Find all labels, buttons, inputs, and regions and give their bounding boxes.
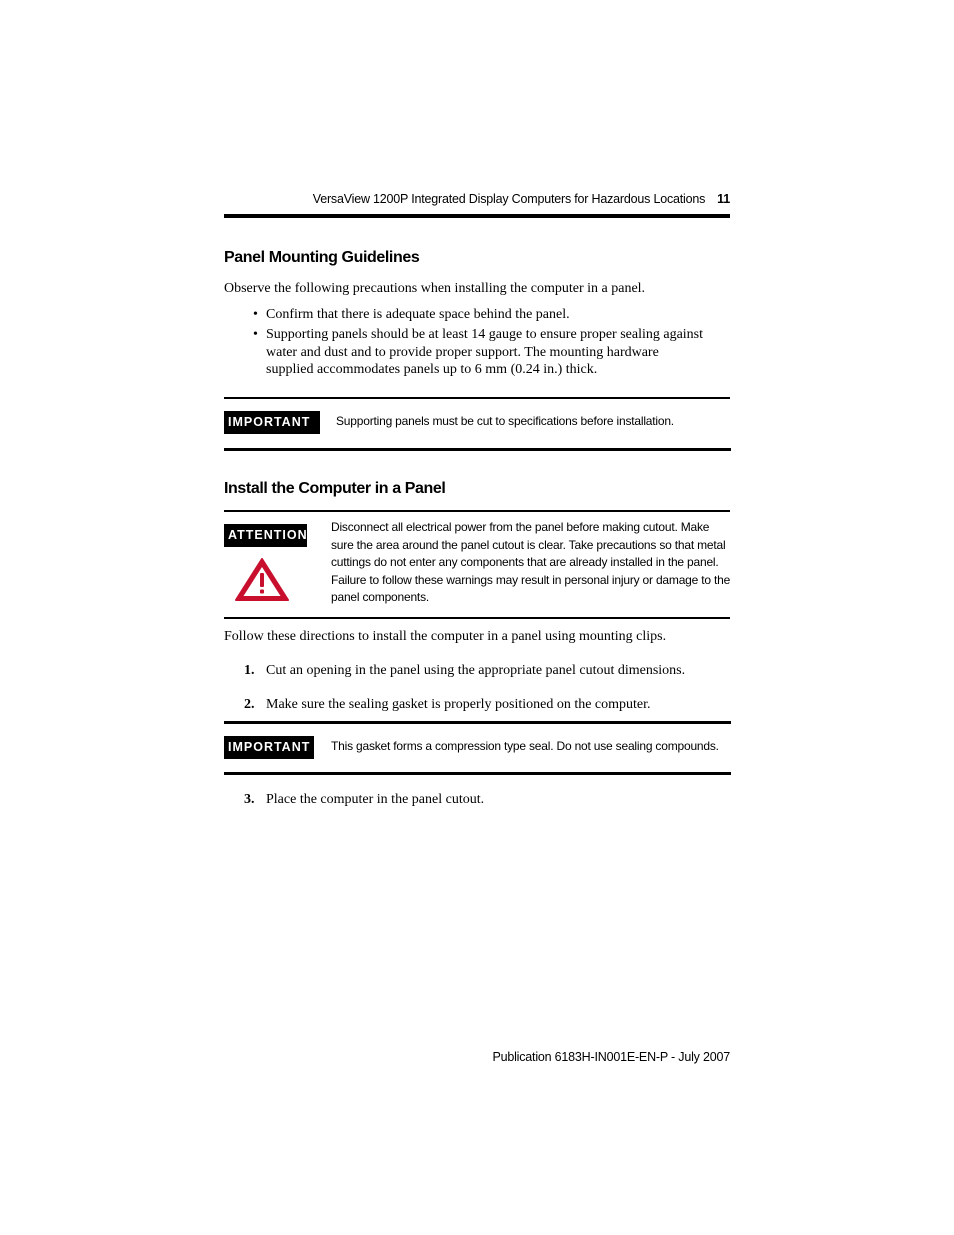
step-number: 3. [244,792,255,807]
step-text: Make sure the sealing gasket is properly positioned on the computer. [266,697,651,712]
publication-footer: Publication 6183H-IN001E-EN-P - July 2007 [492,1050,730,1064]
important2-note-text: This gasket forms a compression type seal. Do not use sealing compounds. [331,739,719,753]
bullet-item: Supporting panels should be at least 14 gauge to ensure proper sealing against water and dust and to provide proper support. The mounting hardware supplied accommodates panels up to 6 mm (0.24 in.) thick. [266,327,704,377]
section2-intro: Follow these directions to install the computer in a panel using mounting clips. [224,629,667,644]
section1-intro: Observe the following precautions when installing the computer in a panel. [224,281,646,296]
step-number: 2. [244,697,255,712]
important-bottom-rule [224,448,731,451]
header-rule [224,214,730,218]
section-heading-install-computer: Install the Computer in a Panel [224,480,446,497]
attention-top-rule [224,510,730,512]
header-title: VersaView 1200P Integrated Display Computers for Hazardous Locations [312,192,706,206]
step-number: 1. [244,663,255,678]
warning-triangle-icon [234,557,290,602]
step-text: Cut an opening in the panel using the appropriate panel cutout dimensions. [266,663,686,678]
important-note-text: Supporting panels must be cut to specifications before installation. [336,414,674,428]
bullet-marker: • [253,327,258,342]
important2-top-rule [224,721,731,724]
running-header [224,192,730,210]
important2-badge: IMPORTANT [224,736,314,759]
attention-note-text: Disconnect all electrical power from the panel before making cutout. Make sure the area around the panel cutout is clear. Take precautions so that metal cuttings do not enter any components that are already installed in the panel. Failure to follow these warnings may result in personal injury or damage to the panel components. [331,520,731,604]
important-badge: IMPORTANT [224,411,320,434]
important-top-rule [224,397,730,399]
important2-bottom-rule [224,772,731,775]
step-text: Place the computer in the panel cutout. [266,792,485,807]
bullet-marker: • [253,307,258,322]
section-heading-panel-mounting: Panel Mounting Guidelines [224,249,420,266]
attention-bottom-rule [224,617,730,619]
attention-badge: ATTENTION [224,524,307,547]
bullet-item: Confirm that there is adequate space behind the panel. [266,307,570,322]
page-number: 11 [717,192,730,206]
